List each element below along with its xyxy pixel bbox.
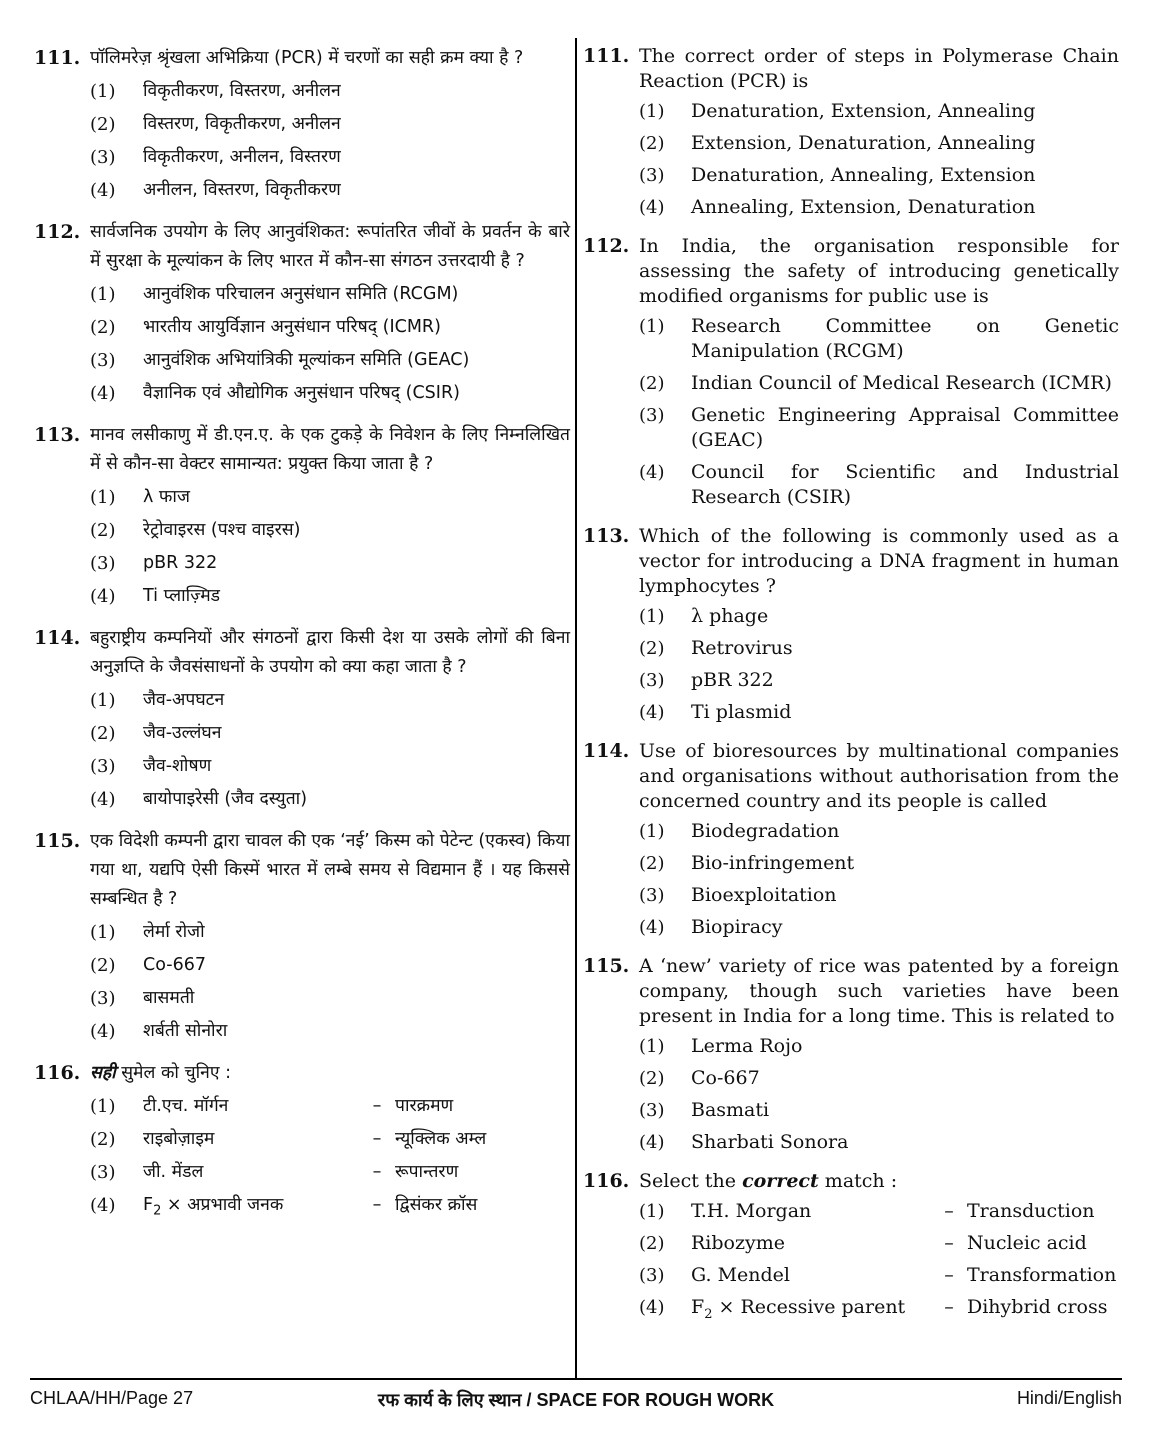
match-row-3: (3) जी. मेंडल – रूपान्तरण: [90, 1162, 459, 1183]
option-4: (4) वैज्ञानिक एवं औद्योगिक अनुसंधान परिषद् (CSIR): [90, 383, 460, 404]
option-3: (3) Denaturation, Annealing, Extension: [639, 164, 1036, 186]
option-2: (2) Extension, Denaturation, Annealing: [639, 132, 1036, 154]
option-2: (2) Bio-infringement: [639, 852, 855, 874]
question-116-english: [583, 1169, 1119, 1327]
match-row-2: (2) Ribozyme – Nucleic acid: [639, 1232, 1087, 1254]
question-number: 115.: [583, 955, 630, 977]
question-114-english: [583, 739, 1119, 940]
option-2: (2) Co-667: [90, 955, 206, 976]
option-2: (2) Co-667: [639, 1067, 760, 1089]
match-row-3: (3) G. Mendel – Transformation: [639, 1264, 1117, 1286]
question-text: A ‘new’ variety of rice was patented by a foreign company, though such varieties have been present in India for a long time. This is related to: [639, 955, 1119, 1027]
question-112-hindi: [34, 218, 570, 407]
option-3: (3) आनुवंशिक अभियांत्रिकी मूल्यांकन समिति (GEAC): [90, 350, 470, 371]
option-3: (3) Bioexploitation: [639, 884, 837, 906]
question-text: एक विदेशी कम्पनी द्वारा चावल की एक ‘नई’ किस्म को पेटेन्ट (एकस्व) किया गया था, यद्यपि ऐसी किस्में भारत में लम्बे समय से विद्यमान हैं । यह किससे सम्बन्धित है ?: [90, 831, 570, 909]
option-3: (3) pBR 322: [90, 553, 218, 574]
question-116-hindi: [34, 1059, 570, 1225]
hindi-column: [34, 44, 570, 1239]
option-2: (2) भारतीय आयुर्विज्ञान अनुसंधान परिषद् (ICMR): [90, 317, 441, 338]
option-2: (2) विस्तरण, विकृतीकरण, अनीलन: [90, 114, 341, 135]
question-number: 112.: [34, 221, 81, 243]
option-1: (1) λ फाज: [90, 487, 190, 508]
language-label: Hindi/English: [1016, 1388, 1122, 1408]
question-text: सार्वजनिक उपयोग के लिए आनुवंशिकत: रूपांतरित जीवों के प्रवर्तन के बारे में सुरक्षा के मूल्यांकन के लिए भारत में कौन-सा संगठन उत्तरदायी है ?: [90, 222, 570, 271]
option-1: (1) λ phage: [639, 605, 769, 627]
page-footer: [30, 1388, 1122, 1416]
emphasis-word: सही: [90, 1063, 116, 1083]
match-row-1: (1) टी.एच. मॉर्गन – पारक्रमण: [90, 1096, 454, 1117]
question-number: 113.: [583, 525, 630, 547]
footer-rule: [30, 1378, 1122, 1380]
question-number: 111.: [34, 47, 81, 69]
question-number: 114.: [583, 740, 630, 762]
question-115-english: [583, 954, 1119, 1155]
question-112-english: [583, 234, 1119, 510]
question-115-hindi: [34, 827, 570, 1045]
question-111-english: [583, 44, 1119, 220]
option-4: (4) शर्बती सोनोरा: [90, 1021, 228, 1042]
page-code: CHLAA/HH/Page 27: [30, 1388, 194, 1408]
option-4: (4) Council for Scientific and Industrial Research (CSIR): [639, 461, 1119, 508]
match-row-1: (1) T.H. Morgan – Transduction: [639, 1200, 1095, 1222]
option-3: (3) pBR 322: [639, 669, 774, 691]
rough-work-label: रफ कार्य के लिए स्थान / SPACE FOR ROUGH WORK: [377, 1390, 775, 1410]
english-column: [583, 44, 1119, 1341]
option-3: (3) Genetic Engineering Appraisal Committee (GEAC): [639, 404, 1119, 451]
option-3: (3) बासमती: [90, 988, 195, 1009]
option-1: (1) जैव-अपघटन: [90, 690, 225, 711]
question-text: सही सुमेल को चुनिए :: [90, 1063, 231, 1083]
question-number: 115.: [34, 830, 81, 852]
question-text: In India, the organisation responsible for assessing the safety of introducing genetically modified organisms for public use is: [639, 235, 1119, 307]
question-113-hindi: [34, 421, 570, 610]
question-113-english: [583, 524, 1119, 725]
question-text: मानव लसीकाणु में डी.एन.ए. के एक टुकड़े के निवेशन के लिए निम्नलिखित में से कौन-सा वेक्टर सामान्यत: प्रयुक्त किया जाता है ?: [90, 425, 570, 474]
option-2: (2) रेट्रोवाइरस (पश्च वाइरस): [90, 520, 301, 541]
option-2: (2) Indian Council of Medical Research (ICMR): [639, 372, 1112, 394]
question-text: Select the correct match :: [639, 1170, 898, 1192]
option-1: (1) Denaturation, Extension, Annealing: [639, 100, 1036, 122]
question-number: 113.: [34, 424, 81, 446]
match-row-4: (4) $F_2$ × Recessive parent – Dihybrid cross: [639, 1296, 1108, 1322]
question-number: 116.: [583, 1170, 630, 1192]
column-divider: [575, 38, 577, 1378]
option-1: (1) आनुवंशिक परिचालन अनुसंधान समिति (RCGM): [90, 284, 459, 305]
option-4: (4) Ti plasmid: [639, 701, 792, 723]
question-text: The correct order of steps in Polymerase Chain Reaction (PCR) is: [639, 45, 1119, 92]
option-4: (4) Annealing, Extension, Denaturation: [639, 196, 1036, 218]
option-2: (2) जैव-उल्लंघन: [90, 723, 222, 744]
question-number: 116.: [34, 1062, 81, 1084]
question-text: पॉलिमरेज़ श्रृंखला अभिक्रिया (PCR) में चरणों का सही क्रम क्या है ?: [90, 48, 524, 68]
option-2: (2) Retrovirus: [639, 637, 793, 659]
match-row-4: (4) $F_2$ × अप्रभावी जनक – द्विसंकर क्रॉस: [90, 1195, 478, 1219]
match-row-2: (2) राइबोज़ाइम – न्यूक्लिक अम्ल: [90, 1129, 487, 1150]
question-111-hindi: [34, 44, 570, 204]
question-number: 114.: [34, 627, 81, 649]
option-1: (1) लेर्मा रोजो: [90, 922, 205, 943]
question-text: Which of the following is commonly used as a vector for introducing a DNA fragment in human lymphocytes ?: [639, 525, 1119, 597]
option-4: (4) Sharbati Sonora: [639, 1131, 849, 1153]
option-4: (4) बायोपाइरेसी (जैव दस्युता): [90, 789, 308, 810]
option-1: (1) Lerma Rojo: [639, 1035, 803, 1057]
option-4: (4) अनीलन, विस्तरण, विकृतीकरण: [90, 180, 341, 201]
option-4: (4) Ti प्लाज़्मिड: [90, 586, 221, 607]
option-3: (3) विकृतीकरण, अनीलन, विस्तरण: [90, 147, 341, 168]
question-number: 112.: [583, 235, 630, 257]
question-text: बहुराष्ट्रीय कम्पनियों और संगठनों द्वारा किसी देश या उसके लोगों की बिना अनुज्ञप्ति के जैवसंसाधनों के उपयोग को क्या कहा जाता है ?: [90, 628, 570, 677]
option-1: (1) विकृतीकरण, विस्तरण, अनीलन: [90, 81, 341, 102]
option-3: (3) Basmati: [639, 1099, 770, 1121]
question-text: Use of bioresources by multinational companies and organisations without authorisation from the concerned country and its people is called: [639, 740, 1119, 812]
option-4: (4) Biopiracy: [639, 916, 783, 938]
emphasis-word: correct: [742, 1170, 819, 1192]
option-3: (3) जैव-शोषण: [90, 756, 212, 777]
question-114-hindi: [34, 624, 570, 813]
option-1: (1) Research Committee on Genetic Manipulation (RCGM): [639, 315, 1119, 362]
option-1: (1) Biodegradation: [639, 820, 840, 842]
question-number: 111.: [583, 45, 630, 67]
